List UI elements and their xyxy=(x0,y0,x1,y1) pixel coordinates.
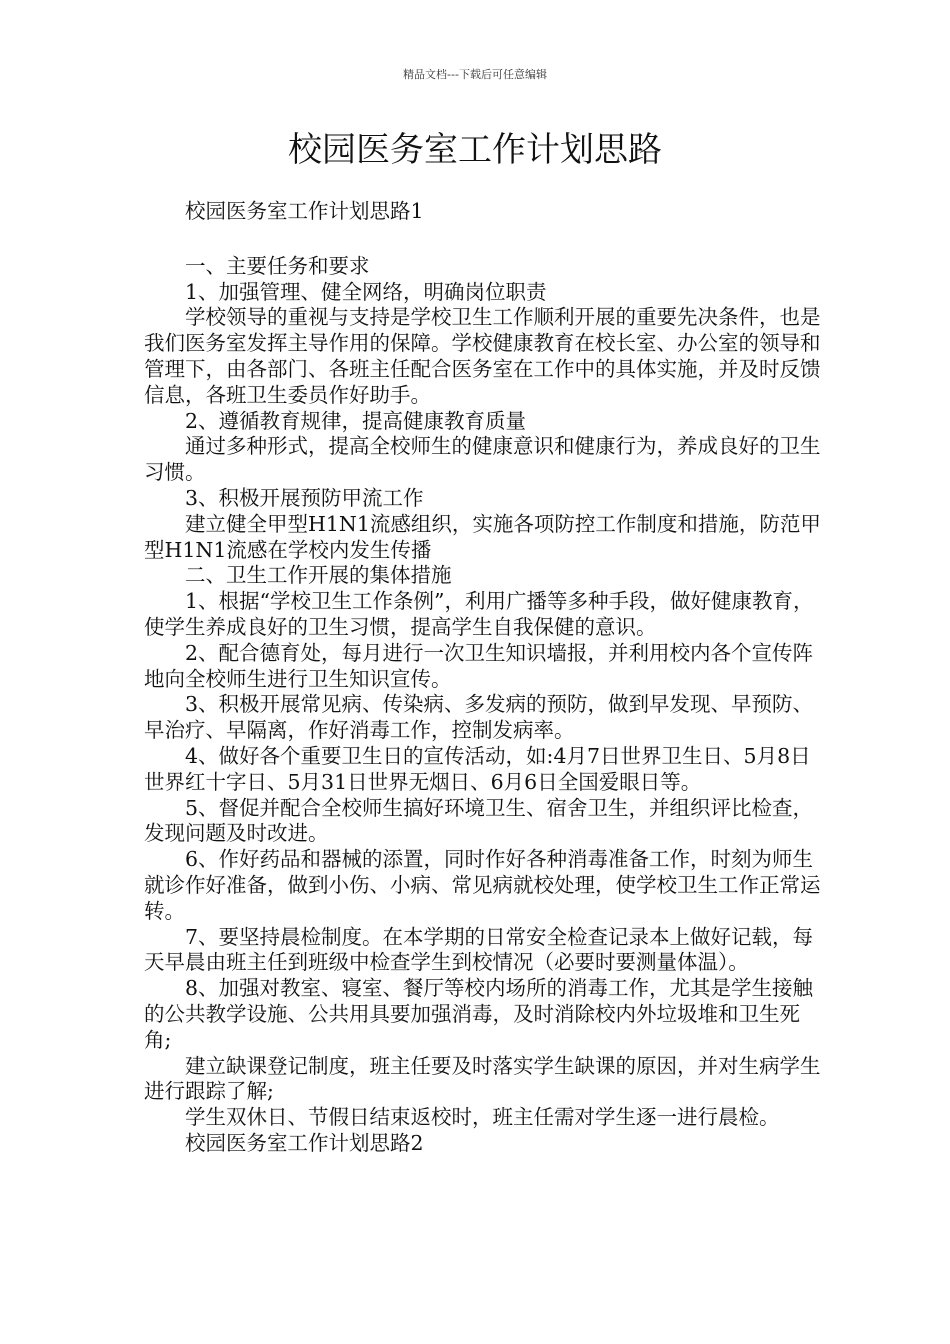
paragraph: 1、加强管理、健全网络，明确岗位职责 xyxy=(185,279,547,304)
paragraph-list xyxy=(144,254,824,1157)
paragraph: 4、做好各个重要卫生日的宣传活动，如:4月7日世界卫生日、5月8日世界红十字日、5月31日世界无烟日、6月6日全国爱眼日等。 xyxy=(144,743,811,794)
paragraph: 8、加强对教室、寝室、餐厅等校内场所的消毒工作，尤其是学生接触的公共教学设施、公共用具要加强消毒，及时消除校内外垃圾堆和卫生死角; xyxy=(144,976,814,1052)
paragraph: 2、配合德育处，每月进行一次卫生知识墙报，并利用校内各个宣传阵地向全校师生进行卫生知识宣传。 xyxy=(144,640,814,691)
header-note: 精品文档---下载后可任意编辑 xyxy=(403,68,547,81)
document-body xyxy=(144,199,824,1157)
paragraph: 5、督促并配合全校师生搞好环境卫生、宿舍卫生，并组织评比检查，发现问题及时改进。 xyxy=(144,795,814,846)
blank-line xyxy=(144,225,824,254)
document-title: 校园医务室工作计划思路 xyxy=(288,130,662,170)
paragraph: 建立缺课登记制度，班主任要及时落实学生缺课的原因，并对生病学生进行跟踪了解; xyxy=(144,1053,821,1104)
paragraph: 建立健全甲型H1N1流感组织，实施各项防控工作制度和措施，防范甲型H1N1流感在学校内发生传播 xyxy=(144,511,821,562)
paragraph: 2、遵循教育规律，提高健康教育质量 xyxy=(185,408,527,433)
paragraph: 3、积极开展预防甲流工作 xyxy=(185,485,424,510)
paragraph: 1、根据“学校卫生工作条例”，利用广播等多种手段，做好健康教育，使学生养成良好的卫生习惯，提高学生自我保健的意识。 xyxy=(144,589,814,639)
paragraph: 学生双休日、节假日结束返校时，班主任需对学生逐一进行晨检。 xyxy=(185,1105,780,1130)
paragraph: 6、作好药品和器械的添置，同时作好各种消毒准备工作，时刻为师生就诊作好准备，做到小伤、小病、常见病就校处理，使学校卫生工作正常运转。 xyxy=(144,847,821,923)
paragraph: 学校领导的重视与支持是学校卫生工作顺利开展的重要先决条件，也是我们医务室发挥主导作用的保障。学校健康教育在校长室、办公室的领导和管理下，由各部门、各班主任配合医务室在工作中的具体实施，并及时反馈信息，各班卫生委员作好助手。 xyxy=(144,305,821,407)
section-heading-1: 校园医务室工作计划思路1 xyxy=(185,199,424,223)
paragraph: 通过多种形式，提高全校师生的健康意识和健康行为，养成良好的卫生习惯。 xyxy=(144,434,821,485)
paragraph: 7、要坚持晨检制度。在本学期的日常安全检查记录本上做好记载，每天早晨由班主任到班级中检查学生到校情况（必要时要测量体温）。 xyxy=(144,924,814,975)
paragraph: 二、卫生工作开展的集体措施 xyxy=(185,563,452,588)
paragraph: 校园医务室工作计划思路2 xyxy=(185,1130,424,1155)
paragraph: 3、积极开展常见病、传染病、多发病的预防，做到早发现、早预防、早治疗、早隔离，作好消毒工作，控制发病率。 xyxy=(144,692,814,743)
paragraph: 一、主要任务和要求 xyxy=(185,253,370,278)
